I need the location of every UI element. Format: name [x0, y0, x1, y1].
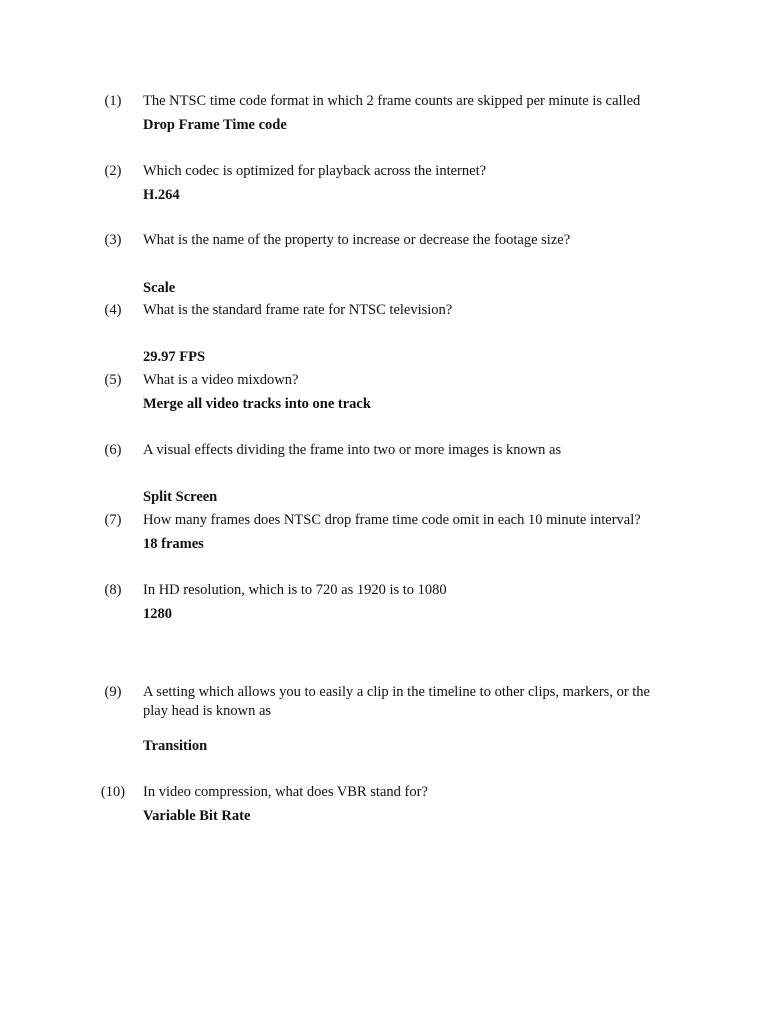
- question-text: Which codec is optimized for playback across the internet?: [143, 163, 487, 179]
- question-number: (9): [104, 684, 122, 700]
- question-text: A setting which allows you to easily a clip in the timeline to other clips, markers, or the play head is known as: [143, 684, 650, 719]
- question-text: What is the name of the property to increase or decrease the footage size?: [143, 232, 571, 248]
- question-text: What is a video mixdown?: [143, 372, 299, 388]
- question-text: In HD resolution, which is to 720 as 1920 is to 1080: [143, 582, 447, 598]
- question-number: (8): [104, 582, 122, 598]
- question-text: What is the standard frame rate for NTSC television?: [143, 302, 453, 318]
- question-number: (6): [104, 442, 122, 458]
- answer-text: 18 frames: [143, 536, 204, 552]
- answer-text: 29.97 FPS: [143, 349, 206, 365]
- question-number: (10): [100, 784, 126, 800]
- question-number: (7): [104, 512, 122, 528]
- question-text: How many frames does NTSC drop frame time code omit in each 10 minute interval?: [143, 512, 641, 528]
- question-text: In video compression, what does VBR stand for?: [143, 784, 428, 800]
- question-number: (5): [104, 372, 122, 388]
- answer-text: Scale: [143, 280, 176, 296]
- answer-text: 1280: [143, 606, 172, 622]
- answer-text: Variable Bit Rate: [143, 808, 251, 824]
- answer-text: Split Screen: [143, 489, 218, 505]
- answer-text: Drop Frame Time code: [143, 117, 287, 133]
- question-text: The NTSC time code format in which 2 frame counts are skipped per minute is called: [143, 93, 641, 109]
- answer-text: H.264: [143, 187, 180, 203]
- question-number: (1): [104, 93, 122, 109]
- question-number: (3): [104, 232, 122, 248]
- question-number: (4): [104, 302, 122, 318]
- question-text: A visual effects dividing the frame into two or more images is known as: [143, 442, 562, 458]
- answer-text: Transition: [143, 738, 208, 754]
- answer-text: Merge all video tracks into one track: [143, 396, 371, 412]
- question-number: (2): [104, 163, 122, 179]
